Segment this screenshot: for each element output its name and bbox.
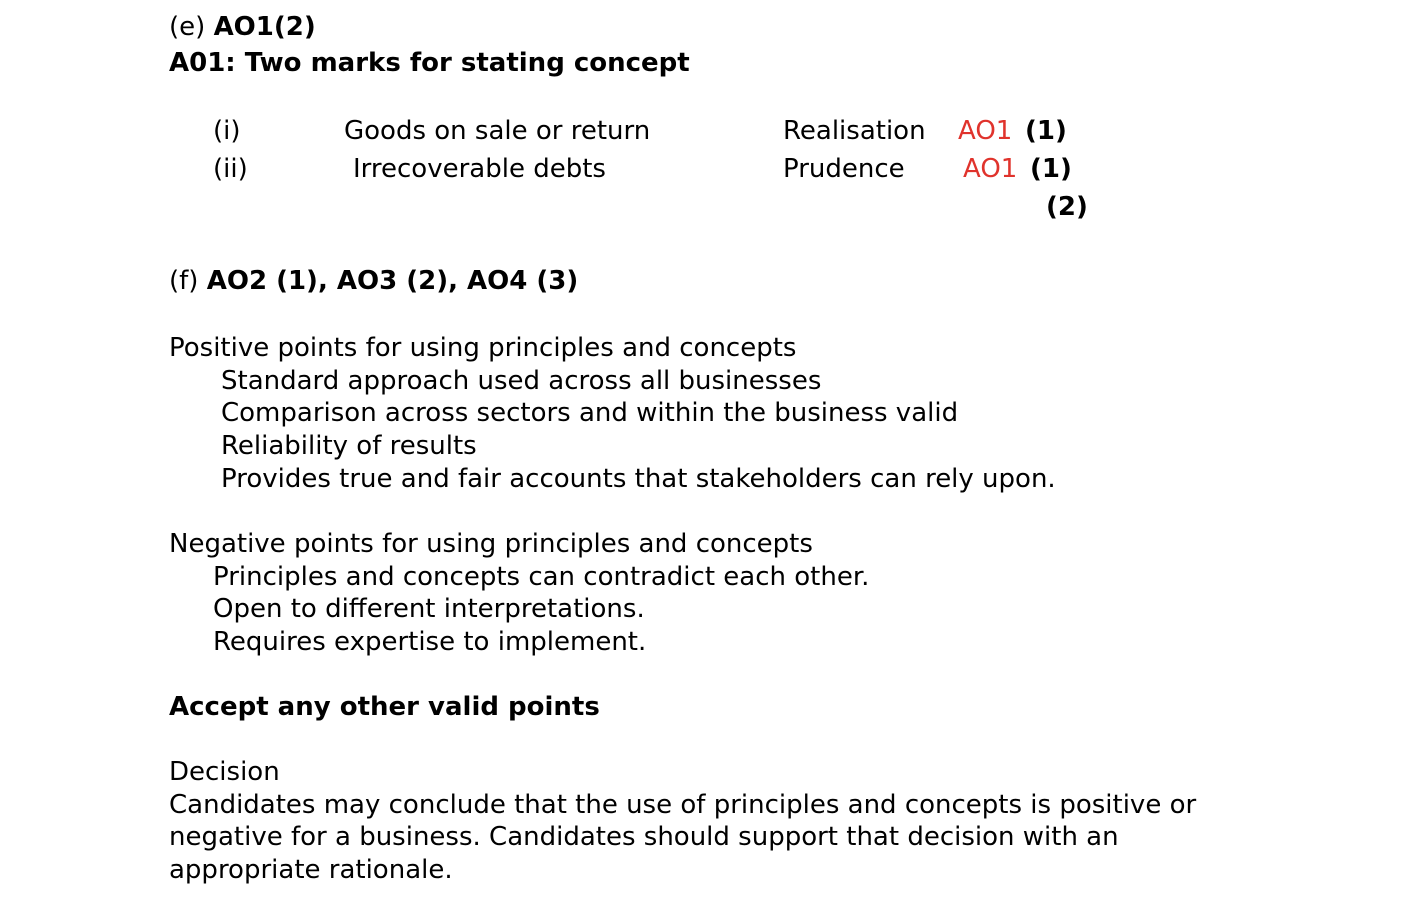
accept-note: Accept any other valid points <box>169 692 600 722</box>
decision-line: negative for a business. Candidates should support that decision with an <box>169 822 1119 852</box>
row-i-item: Goods on sale or return <box>344 116 651 146</box>
row-i-concept: Realisation <box>783 116 926 146</box>
section-e-instruction: A01: Two marks for stating concept <box>169 48 690 78</box>
decision-line: Candidates may conclude that the use of principles and concepts is positive or <box>169 790 1197 820</box>
negative-heading: Negative points for using principles and concepts <box>169 529 813 559</box>
negative-point: Requires expertise to implement. <box>213 627 647 657</box>
positive-point: Provides true and fair accounts that stakeholders can rely upon. <box>221 464 1056 494</box>
section-f-heading <box>169 268 578 294</box>
row-i-ao: AO1 <box>958 116 1013 146</box>
section-f-prefix: (f) <box>169 266 199 296</box>
negative-point: Principles and concepts can contradict each other. <box>213 562 870 592</box>
positive-point: Comparison across sectors and within the business valid <box>221 398 959 428</box>
row-i-mark: (1) <box>1025 116 1067 146</box>
row-ii-item: Irrecoverable debts <box>353 154 606 184</box>
row-ii-mark: (1) <box>1030 154 1072 184</box>
decision-heading: Decision <box>169 757 280 787</box>
positive-point: Reliability of results <box>221 431 477 461</box>
section-e-total: (2) <box>1046 192 1088 222</box>
section-e-ao: AO1(2) <box>213 12 316 42</box>
section-e-heading <box>169 14 316 40</box>
positive-point: Standard approach used across all businesses <box>221 366 822 396</box>
row-i-number: (i) <box>213 116 241 146</box>
section-e-prefix: (e) <box>169 12 206 42</box>
negative-point: Open to different interpretations. <box>213 594 645 624</box>
section-f-ao: AO2 (1), AO3 (2), AO4 (3) <box>206 266 579 296</box>
row-ii-number: (ii) <box>213 154 248 184</box>
row-ii-ao: AO1 <box>963 154 1018 184</box>
positive-heading: Positive points for using principles and concepts <box>169 333 797 363</box>
decision-line: appropriate rationale. <box>169 855 453 885</box>
row-ii-concept: Prudence <box>783 154 905 184</box>
